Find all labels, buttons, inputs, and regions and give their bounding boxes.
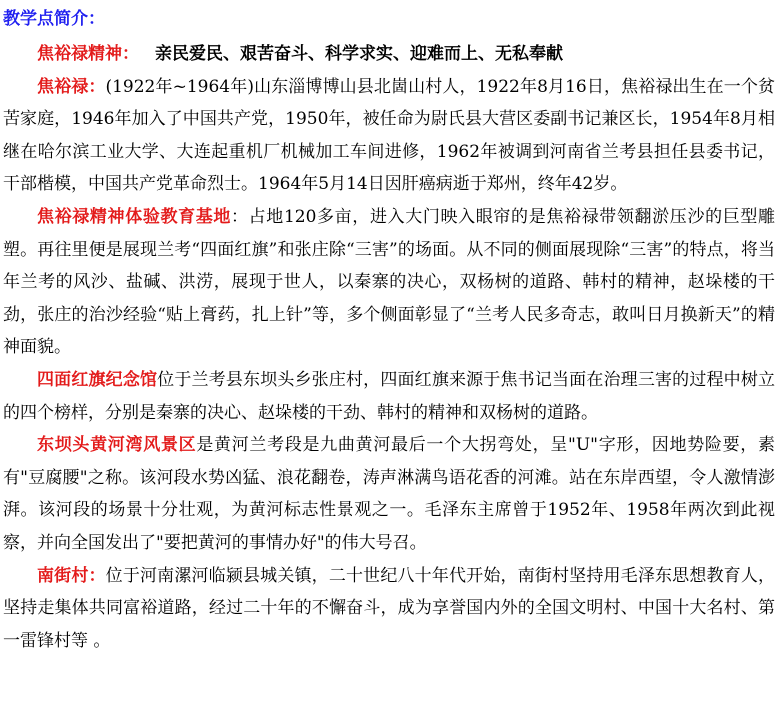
paragraph-four-red-flags <box>3 364 775 429</box>
paragraph-nanjie-village <box>3 560 775 658</box>
paragraph-jiao-yulu <box>3 71 775 201</box>
paragraph-term: 东坝头黄河湾风景区 <box>37 435 197 456</box>
paragraph-term: 焦裕禄精神体验教育基地 <box>37 206 232 227</box>
paragraph-term: 四面红旗纪念馆 <box>37 369 158 390</box>
paragraph-text: 位于兰考县东坝头乡张庄村，四面红旗来源于焦书记当面在治理三害的过程中树立的四个榜样，分别是秦寨的决心、赵垛楼的干劲、韩村的精神和双杨树的道路。 <box>3 369 776 423</box>
paragraph-education-base <box>3 201 775 364</box>
paragraph-term: 焦裕禄： <box>37 76 106 97</box>
motto-line <box>3 38 775 71</box>
section-heading: 教学点简介： <box>3 9 105 29</box>
motto-term: 焦裕禄精神： <box>37 44 139 64</box>
paragraph-text: (1922年~1964年)山东淄博博山县北崮山村人，1922年8月16日，焦裕禄出生在一个贫苦家庭，1946年加入了中国共产党，1950年，被任命为尉氏县大营区委副书记兼区长，1954年8月相继在哈尔滨工业大学、大连起重机厂机械加工车间进修，1962年被调到河南省兰考县担任县委书记，干部楷模，中国共产党革命烈士。1964年5月14日因肝癌病逝于郑州，终年42岁。 <box>3 76 776 195</box>
paragraph-text: ：占地120多亩，进入大门映入眼帘的是焦裕禄带领翻淤压沙的巨型雕塑。再往里便是展现兰考“四面红旗”和张庄除“三害”的场面。从不同的侧面展现除“三害”的特点，将当年兰考的风沙、盐碱、洪涝，展现于世人，以秦寨的决心，双杨树的道路、韩村的精神，赵垛楼的干劲，张庄的治沙经验“贴上膏药，扎上针”等，多个侧面彰显了“兰考人民多奇志，敢叫日月换新天”的精神面貌。 <box>3 206 775 358</box>
paragraph-term: 南街村： <box>37 565 106 586</box>
document-body <box>3 4 775 657</box>
motto-content: 亲民爱民、艰苦奋斗、科学求实、迎难而上、无私奉献 <box>155 44 563 64</box>
paragraph-yellow-river-bend <box>3 429 775 559</box>
paragraph-text: 位于河南漯河临颍县城关镇，二十世纪八十年代开始，南街村坚持用毛泽东思想教育人，坚持走集体共同富裕道路，经过二十年的不懈奋斗，成为享誉国内外的全国文明村、中国十大名村、第一雷锋村等 。 <box>3 565 776 651</box>
paragraph-text: 是黄河兰考段是九曲黄河最后一个大拐弯处，呈"U"字形，因地势险要，素有"豆腐腰"之称。该河段水势凶猛、浪花翻卷，涛声淋满鸟语花香的河滩。站在东岸西望，令人激情澎湃。该河段的场景十分壮观，为黄河标志性景观之一。毛泽东主席曾于1952年、1958年两次到此视察，并向全国发出了"要把黄河的事情办好"的伟大号召。 <box>3 435 776 553</box>
